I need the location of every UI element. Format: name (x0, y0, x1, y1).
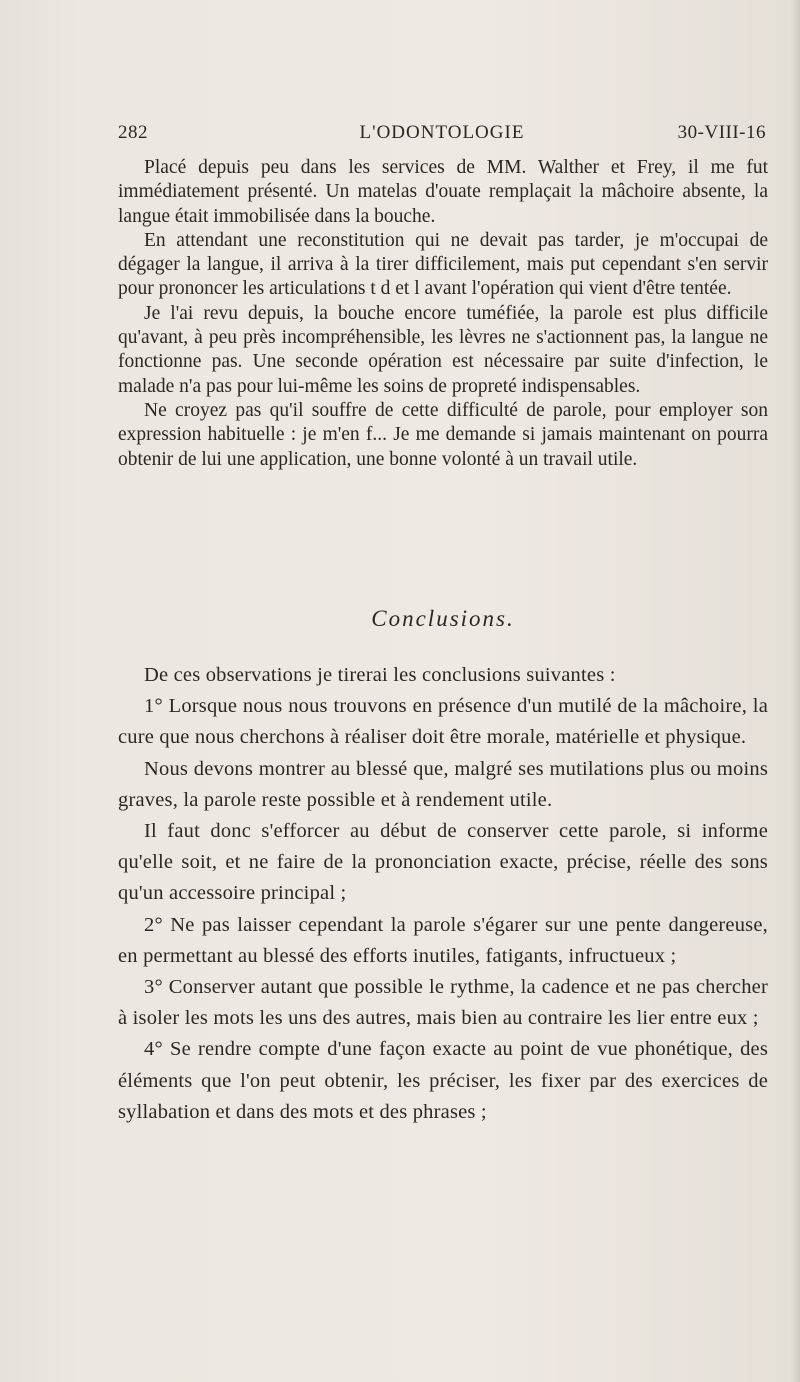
journal-title: L'ODONTOLOGIE (359, 122, 525, 143)
paragraph: Nous devons montrer au blessé que, malgré ses mutilations plus ou moins graves, la parole reste possible et à rendement utile. (118, 757, 768, 811)
paragraph: En attendant une reconstitution qui ne devait pas tarder, je m'occupai de dégager la langue, il arriva à la tirer difficilement, mais put cependant s'en servir pour prononcer les articulations t d et l avant l'opération qui vient d'être tentée. (118, 229, 768, 300)
issue-date: 30-VIII-16 (677, 122, 766, 143)
intro-text (118, 156, 768, 472)
paragraph: 2° Ne pas laisser cependant la parole s'égarer sur une pente dangereuse, en permettant au blessé des efforts inutiles, fatigants, infructueux ; (118, 913, 768, 967)
paragraph: 1° Lorsque nous nous trouvons en présence d'un mutilé de la mâchoire, la cure que nous cherchons à réaliser doit être morale, matérielle et physique. (118, 695, 768, 749)
conclusions-text (118, 660, 768, 1128)
paragraph: De ces observations je tirerai les conclusions suivantes : (144, 664, 616, 686)
running-head (118, 122, 766, 150)
section-heading: Conclusions. (371, 606, 515, 631)
page-edge-shadow (790, 0, 800, 1382)
paragraph: Placé depuis peu dans les services de MM. Walther et Frey, il me fut immédiatement présenté. Un matelas d'ouate remplaçait la mâchoire absente, la langue était immobilisée dans la bouche. (118, 157, 768, 227)
paragraph: Ne croyez pas qu'il souffre de cette difficulté de parole, pour employer son expression habituelle : je m'en f... Je me demande si jamais maintenant on pourra obtenir de lui une application, une bonne volonté à un travail utile. (118, 399, 768, 470)
paragraph: 4° Se rendre compte d'une façon exacte au point de vue phonétique, des éléments que l'on peut obtenir, les préciser, les fixer par des exercices de syllabation et dans des mots et des phrases ; (118, 1038, 768, 1123)
paragraph: 3° Conserver autant que possible le rythme, la cadence et ne pas chercher à isoler les mots les uns des autres, mais bien au contraire les lier entre eux ; (118, 976, 768, 1030)
paragraph: Il faut donc s'efforcer au début de conserver cette parole, si informe qu'elle soit, et ne faire de la prononciation exacte, précise, réelle des sons qu'un accessoire principal ; (118, 820, 768, 905)
paragraph: Je l'ai revu depuis, la bouche encore tuméfiée, la parole est plus difficile qu'avant, à peu près incompréhensible, les lèvres ne s'actionnent pas, la langue ne fonctionne pas. Une seconde opération est nécessaire par suite d'infection, le malade n'a pas pour lui-même les soins de propreté indispensables. (118, 302, 768, 397)
page-number: 282 (118, 122, 148, 143)
